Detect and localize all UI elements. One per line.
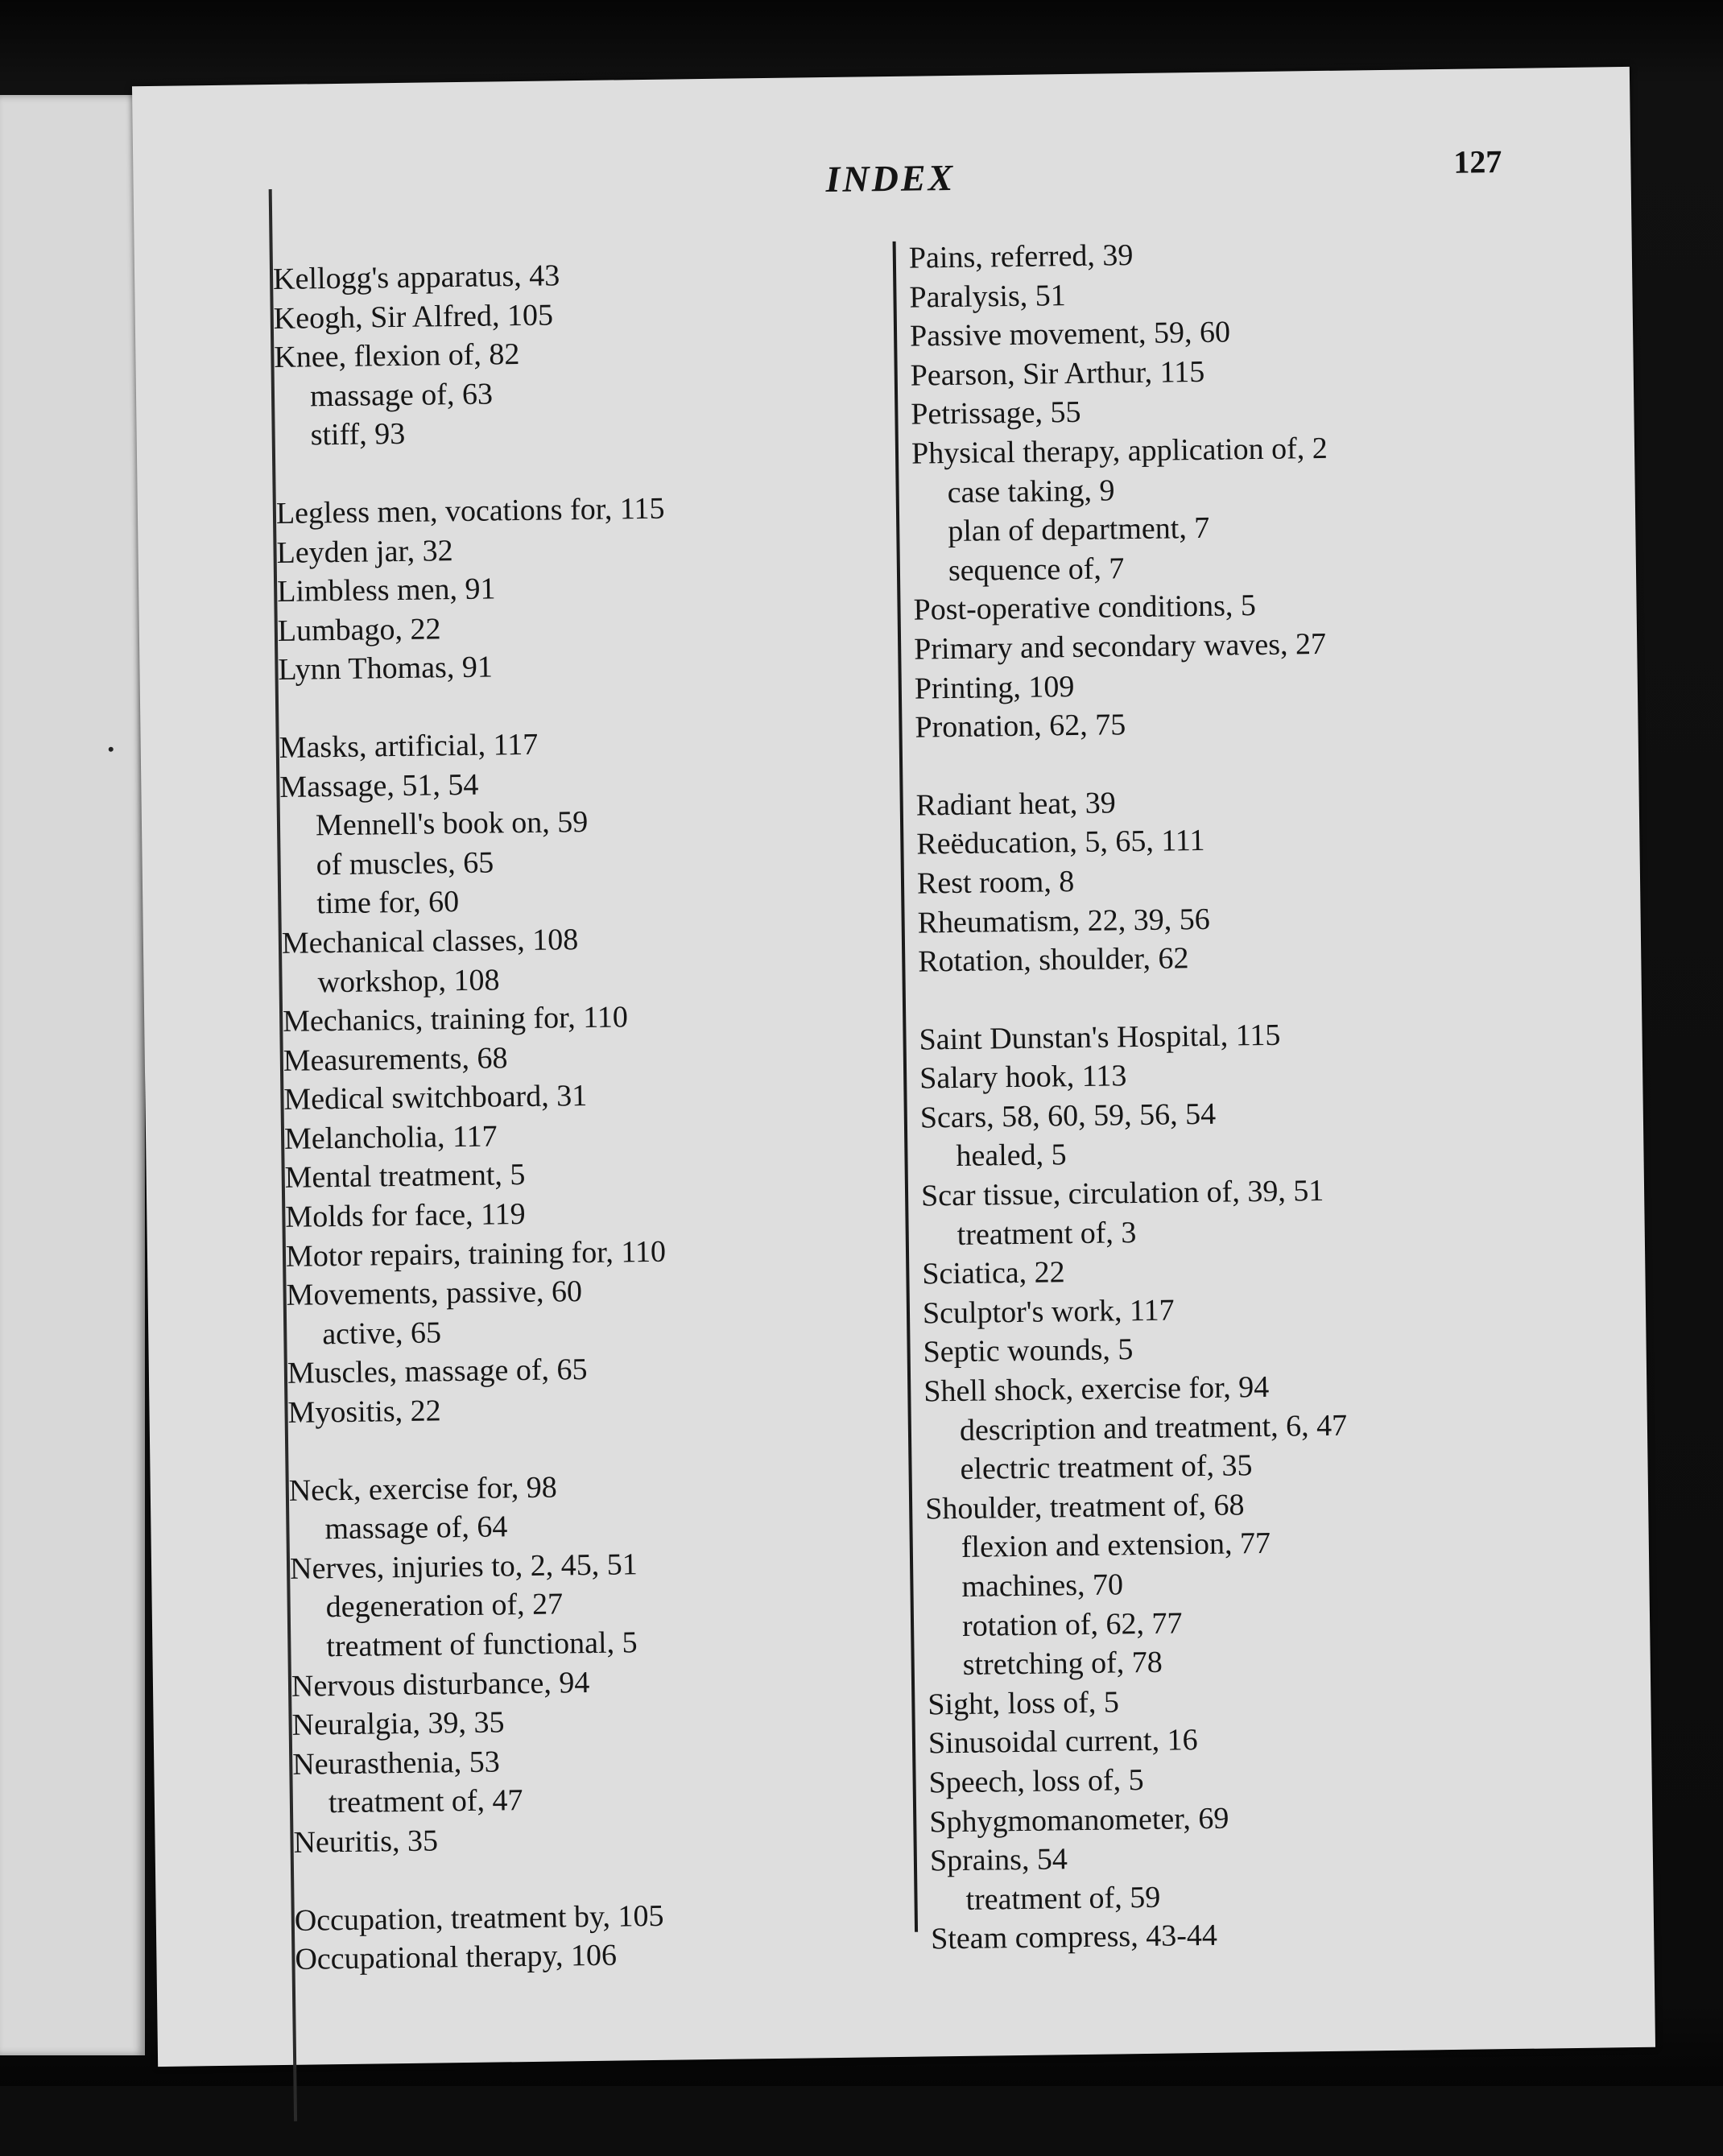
index-subentry: sequence of, 7 <box>948 551 1125 588</box>
index-entry: Muscles, massage of, 65 <box>287 1353 588 1391</box>
index-subentry: treatment of, 59 <box>965 1880 1161 1917</box>
index-entry: Sphygmomanometer, 69 <box>929 1801 1229 1840</box>
index-entry: Keogh, Sir Alfred, 105 <box>273 298 554 336</box>
index-subentry: active, 65 <box>322 1315 442 1352</box>
index-entry: Post-operative conditions, 5 <box>913 589 1257 627</box>
index-entry: Reëducation, 5, 65, 111 <box>916 824 1205 861</box>
index-entry: Molds for face, 119 <box>285 1197 526 1234</box>
index-entry: Motor repairs, training for, 110 <box>285 1234 667 1274</box>
index-entry: Knee, flexion of, 82 <box>274 337 520 375</box>
index-entry: Sprains, 54 <box>929 1842 1068 1878</box>
index-entry: Radiant heat, 39 <box>915 786 1116 823</box>
index-entry: Shell shock, exercise for, 94 <box>923 1369 1270 1409</box>
index-entry: Lynn Thomas, 91 <box>278 650 494 688</box>
index-entry: Steam compress, 43-44 <box>930 1919 1218 1956</box>
index-entry: Sinusoidal current, 16 <box>928 1723 1198 1761</box>
index-entry: Mechanical classes, 108 <box>281 923 579 960</box>
index-subentry: healed, 5 <box>956 1138 1067 1174</box>
index-subentry: machines, 70 <box>961 1567 1124 1604</box>
page-number: 127 <box>1453 143 1502 180</box>
index-entry: Lumbago, 22 <box>277 612 441 648</box>
index-subentry: Mennell's book on, 59 <box>315 805 589 843</box>
index-entry: Melancholia, 117 <box>283 1119 498 1156</box>
index-entry: Scar tissue, circulation of, 39, 51 <box>920 1174 1324 1213</box>
index-entry: Myositis, 22 <box>287 1394 441 1430</box>
book-page <box>132 67 1655 2067</box>
index-subentry: electric treatment of, 35 <box>960 1448 1253 1487</box>
index-entry: Saint Dunstan's Hospital, 115 <box>919 1018 1281 1057</box>
index-subentry: workshop, 108 <box>317 962 500 999</box>
index-entry: Measurements, 68 <box>283 1040 508 1078</box>
index-subentry: case taking, 9 <box>947 473 1115 510</box>
index-column-right <box>909 231 1543 1960</box>
index-entry: Occupation, treatment by, 105 <box>294 1898 664 1938</box>
index-entry: Mental treatment, 5 <box>284 1158 526 1196</box>
index-entry: Rheumatism, 22, 39, 56 <box>917 902 1211 940</box>
index-column-left <box>273 253 875 1980</box>
index-subentry: time for, 60 <box>316 885 460 921</box>
index-entry: Speech, loss of, 5 <box>928 1762 1144 1800</box>
index-subentry: stiff, 93 <box>310 417 406 452</box>
index-entry: Sciatica, 22 <box>922 1255 1065 1291</box>
index-entry: Scars, 58, 60, 59, 56, 54 <box>919 1097 1217 1135</box>
index-entry: Passive movement, 59, 60 <box>909 315 1231 353</box>
index-entry: Pronation, 62, 75 <box>915 708 1126 745</box>
index-entry: Legless men, vocations for, 115 <box>275 491 665 531</box>
index-subentry: massage of, 64 <box>324 1510 508 1547</box>
index-subentry: treatment of, 47 <box>328 1783 523 1820</box>
index-entry: Sculptor's work, 117 <box>922 1293 1175 1331</box>
index-entry: Neuralgia, 39, 35 <box>291 1705 505 1743</box>
running-head-title: INDEX <box>825 156 956 200</box>
index-subentry: degeneration of, 27 <box>325 1587 564 1625</box>
index-entry: Primary and secondary waves, 27 <box>913 626 1327 667</box>
index-entry: Shoulder, treatment of, 68 <box>924 1488 1245 1526</box>
index-subentry: treatment of, 3 <box>957 1215 1137 1252</box>
index-entry: Neck, exercise for, 98 <box>288 1470 558 1508</box>
index-entry: Printing, 109 <box>914 669 1075 706</box>
index-entry: Mechanics, training for, 110 <box>282 1000 629 1039</box>
index-entry: Medical switchboard, 31 <box>283 1079 588 1117</box>
index-subentry: stretching of, 78 <box>962 1645 1163 1683</box>
index-subentry: plan of department, 7 <box>948 510 1210 549</box>
index-entry: Petrissage, 55 <box>911 395 1081 432</box>
index-entry: Rest room, 8 <box>916 864 1075 901</box>
index-entry: Limbless men, 91 <box>276 572 496 609</box>
index-entry: Occupational therapy, 106 <box>295 1938 618 1976</box>
index-entry: Pains, referred, 39 <box>908 238 1134 275</box>
index-entry: Movements, passive, 60 <box>286 1274 583 1313</box>
index-subentry: of muscles, 65 <box>316 845 494 882</box>
index-entry: Neurasthenia, 53 <box>292 1745 501 1782</box>
index-subentry: treatment of functional, 5 <box>326 1625 638 1664</box>
index-subentry: massage of, 63 <box>309 377 494 414</box>
facing-page-edge <box>0 95 145 2055</box>
index-entry: Nerves, injuries to, 2, 45, 51 <box>289 1547 638 1586</box>
index-entry: Pearson, Sir Arthur, 115 <box>910 354 1205 393</box>
index-subentry: rotation of, 62, 77 <box>961 1605 1183 1643</box>
index-entry: Nervous disturbance, 94 <box>291 1665 590 1704</box>
index-entry: Kellogg's apparatus, 43 <box>272 258 560 297</box>
index-entry: Neuritis, 35 <box>293 1824 439 1860</box>
index-entry: Masks, artificial, 117 <box>279 727 539 765</box>
index-entry: Paralysis, 51 <box>909 278 1066 315</box>
index-entry: Sight, loss of, 5 <box>928 1685 1120 1722</box>
index-subentry: description and treatment, 6, 47 <box>959 1408 1348 1448</box>
index-subentry: flexion and extension, 77 <box>961 1526 1271 1565</box>
dust-speck <box>109 747 114 752</box>
index-entry: Physical therapy, application of, 2 <box>911 431 1328 471</box>
index-entry: Massage, 51, 54 <box>279 767 479 804</box>
index-entry: Septic wounds, 5 <box>923 1332 1134 1369</box>
index-entry: Rotation, shoulder, 62 <box>918 941 1189 979</box>
index-entry: Leyden jar, 32 <box>276 533 453 570</box>
index-entry: Salary hook, 113 <box>919 1059 1127 1096</box>
